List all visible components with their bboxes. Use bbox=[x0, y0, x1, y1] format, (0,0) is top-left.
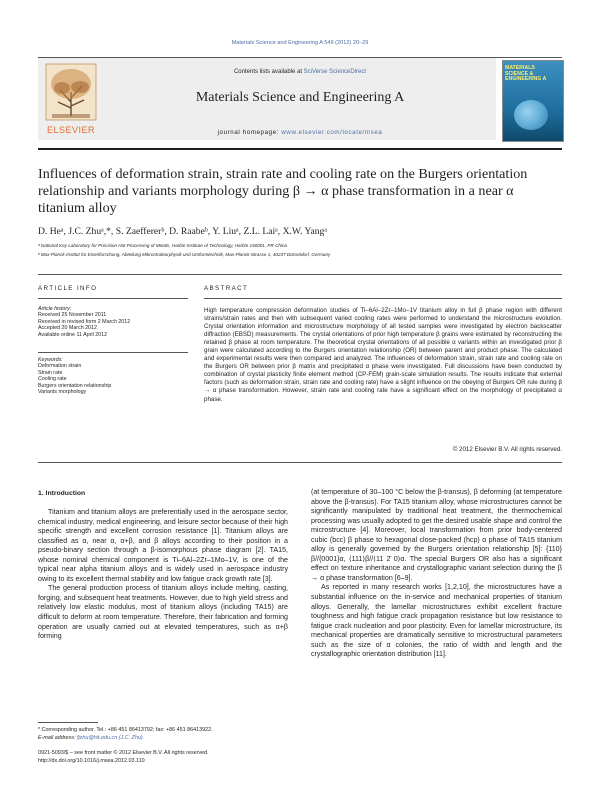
affiliation-a: ᵃ National Key Laboratory for Precision Hot Processing of Metals, Harbin Institute of Technology, Harbin 150001, PR China bbox=[38, 243, 288, 248]
keywords-block bbox=[38, 357, 188, 395]
email-label: E-mail address: bbox=[38, 735, 77, 741]
journal-homepage-line bbox=[104, 129, 496, 136]
keyword-item: Deformation strain bbox=[38, 363, 82, 370]
keywords-rule bbox=[38, 352, 188, 353]
journal-citation[interactable]: Materials Science and Engineering A 549 (2012) 20–29 bbox=[231, 40, 369, 46]
article-info-heading: ARTICLE INFO bbox=[38, 285, 98, 292]
cover-graphic bbox=[514, 100, 548, 130]
sciencedirect-link[interactable]: SciVerse ScienceDirect bbox=[303, 69, 367, 75]
body-right-column bbox=[311, 488, 562, 660]
cover-title: MATERIALS SCIENCE & ENGINEERING A bbox=[505, 65, 547, 83]
contents-prefix: Contents lists available at bbox=[233, 69, 304, 75]
history-item: Received 25 November 2011 bbox=[38, 312, 107, 319]
abstract-text: High temperature compression deformation studies of Ti–6Al–2Zr–1Mo–1V titanium alloy in full β phase region with different strains/strain rates and then with subsequent varied cooling rates were performed to understand the microstructure evolution. Crystal orientation information and microstructure morphology of all tested samples were investigated by electron backscatter diffraction (EBSD) measurements. The crystal orientations of prior high temperature β grains were estimated by reconstructing the retained β phase at room temperature. The theoretical crystal orientations of all possible α variants within an investigated prior β grain were calculated according to the Burgers orientation relationship (OR) between parent and product phase. The calculated and experimental results were then compared and analyzed. The influences of deformation strain, strain rate and cooling rate on the Burgers OR between prior β matrix and precipitated α phase were investigated. Full discussions have been conducted by combination of crystal plasticity finite element method (CP-FEM) grain-scale simulation results. The results indicate that external factors (such as deformation strain, strain rate and cooling rate) have a slight influence on the obeying of Burgers OR rule during β → α phase transformation. However, strain rate and cooling rate have a significant effect on the morphology of precipitated α phase. bbox=[204, 307, 562, 403]
journal-title: Materials Science and Engineering A bbox=[195, 90, 405, 105]
history-label: Article history: bbox=[38, 306, 72, 312]
paragraph: Titanium and titanium alloys are preferentially used in the aerospace sector, chemical industry, medical engineering, and leisure sector because of their high specific strength and excellent corrosion resistance [1]. Titanium alloys are classified as α, near α, α+β, and β alloys according to their position in a pseudo-binary section through a β-isomorphous phase diagram [2]. TA15, whose nominal chemical component is Ti–6Al–2Zr–1Mo–1V, is one of the typical near alpha titanium alloys and is widely used in aerospace industry owing to its excellent thermal stability and low fatigue crack growth rate [3]. bbox=[38, 508, 288, 583]
footnote-rule bbox=[38, 722, 98, 723]
body-left-column bbox=[38, 508, 288, 642]
history-item: Available online 11 April 2012 bbox=[38, 331, 108, 338]
paragraph: As reported in many research works [1,2,10], the microstructures have a substantial influence on the in-service and mechanical properties of titanium alloys. Generally, the lamellar microstructures exhibit excellent fracture toughness and high fatigue crack propagation resistance but low resistance to fatigue crack nucleation and poor plasticity. Even for lamellar microstructure, its mechanical properties are dramatically sensitive to microstructural parameters such as the size of α colonies, the ratio of width and length and the crystallographic orientation distribution [11]. bbox=[311, 583, 562, 659]
paragraph: (at temperature of 30–100 °C below the β-transus), β deforming (at temperature above the β-transus). For TA15 titanium alloy, whose microstructures cannot be significantly manipulated by traditional heat treatment, the thermochemical processing was usually adopted to get the desired usable shape and control the microstructure [4]. Moreover, local transformation from prior body-centered cubic (bcc) β phase to hexagonal close-packed (hcp) α phase of TA15 titanium alloy is generally governed by the Burgers orientation relationship [5]: {110}β//{0001}α, ⟨111⟩β//⟨11 2̄ 0⟩α. The special Burgers OR also has a significant effect on texture inheritance and crystallographic variant selection during the β → α phase transformation [6–9]. bbox=[311, 488, 562, 582]
keyword-item: Cooling rate bbox=[38, 376, 67, 383]
affiliation-rule bbox=[38, 274, 562, 275]
keyword-item: Strain rate bbox=[38, 369, 63, 376]
paragraph: The general production process of titanium alloys include melting, casting, forging, and subsequent heat treatments. However, due to high yield stress and relatively low elastic modulus, most of titanium alloys (including TA15) are difficult to deform at room temperature. Therefore, their fabrication and forming operation are usually carried out at elevated temperatures, such as α+β forming bbox=[38, 584, 288, 641]
homepage-link[interactable]: www.elsevier.com/locate/msea bbox=[281, 129, 383, 136]
doi-link[interactable]: http://dx.doi.org/10.1016/j.msea.2012.03.110 bbox=[38, 758, 145, 764]
author-list: D. Heᵃ, J.C. Zhuᵃ,*, S. Zaeffererᵇ, D. Raabeᵇ, Y. Liuᵃ, Z.L. Laiᵃ, X.W. Yangᵃ bbox=[38, 226, 327, 237]
article-history bbox=[38, 306, 188, 338]
corresponding-author-note: * Corresponding author. Tel.: +86 451 86413792; fax: +86 451 86413922. bbox=[38, 727, 213, 733]
abstract-rule bbox=[204, 298, 562, 299]
issn-line: 0921-5093/$ – see front matter © 2012 Elsevier B.V. All rights reserved. bbox=[38, 750, 209, 756]
publisher-name: ELSEVIER bbox=[46, 125, 96, 135]
email-line bbox=[38, 735, 288, 742]
email-link[interactable]: fjzhu@hit.edu.cn (J.C. Zhu). bbox=[76, 735, 145, 741]
header-bottom-rule bbox=[38, 148, 562, 150]
keyword-item: Variants morphology bbox=[38, 389, 87, 396]
section-heading-introduction: 1. Introduction bbox=[38, 490, 86, 497]
abstract-bottom-rule bbox=[38, 462, 562, 463]
affiliation-b: ᵇ Max-Planck-Institut für Eisenforschung, Abteilung Mikrostrukturphysik und Umformtechnik, Max-Planck-Strasse 1, 40237 Düsseldorf, Germany bbox=[38, 252, 331, 257]
elsevier-tree-logo bbox=[40, 62, 102, 134]
article-info-rule bbox=[38, 298, 188, 299]
contents-available-line bbox=[104, 69, 496, 75]
keyword-item: Burgers orientation relationship bbox=[38, 382, 112, 389]
history-item: Accepted 20 March 2012 bbox=[38, 325, 97, 332]
homepage-prefix: journal homepage: bbox=[217, 129, 282, 136]
article-title: Influences of deformation strain, strain rate and cooling rate on the Burgers orientation relationship and variants morphology during β → α phase transformation in a near α titanium alloy bbox=[38, 166, 528, 216]
history-item: Received in revised form 2 March 2012 bbox=[38, 318, 131, 325]
abstract-heading: ABSTRACT bbox=[204, 285, 249, 292]
copyright-notice: © 2012 Elsevier B.V. All rights reserved. bbox=[452, 446, 562, 453]
keywords-label: Keywords: bbox=[38, 357, 63, 363]
